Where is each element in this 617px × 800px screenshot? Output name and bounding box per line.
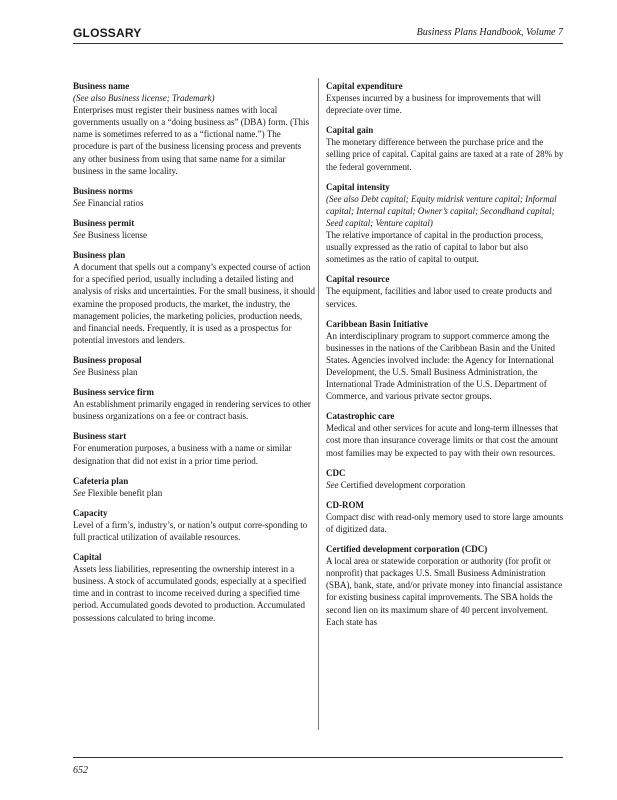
glossary-definition: A document that spells out a company’s expected course of action for a specified period, usually including a detailed listing and analysis of risks and uncertainties. For the small business, it should examine the proposed products, the market, the industry, the management policies, the marketing policies, production needs, and financial needs. Frequently, it is used as a prospectus for potential investors and lenders.: [73, 262, 315, 345]
glossary-term: CD-ROM: [326, 499, 364, 510]
glossary-definition: Medical and other services for acute and long-term illnesses that cost more than insurance coverage limits or that cost the amount most families may be expected to pay with their own resources.: [326, 423, 559, 458]
glossary-entry: [326, 273, 568, 309]
section-title: GLOSSARY: [73, 26, 142, 40]
glossary-term: Business norms: [73, 185, 133, 196]
page-number: 652: [73, 765, 88, 776]
see-target: Business plan: [87, 366, 138, 377]
glossary-term: Capital: [73, 552, 102, 563]
glossary-term: Business start: [73, 431, 127, 442]
glossary-term: Capital intensity: [326, 181, 390, 192]
see-target: Flexible benefit plan: [87, 487, 163, 498]
glossary-definition: Compact disc with read-only memory used to store large amounts of digitized data.: [326, 511, 564, 534]
glossary-term: Catastrophic care: [326, 411, 395, 422]
glossary-definition: A local area or statewide corporation or authority (for profit or nonprofit) that packages U.S. Small Business Administration (SBA), bank, state, and/or private money into financial assistance for existing business capital improvements. The SBA holds the second lien on its maximum share of 40 percent involvement. Each state has: [326, 556, 563, 627]
glossary-entry: [73, 354, 315, 378]
see-reference: [73, 487, 315, 499]
header-rule: [73, 43, 563, 44]
glossary-term: Business plan: [73, 250, 126, 261]
glossary-entry: [326, 124, 568, 172]
page-header: [73, 26, 563, 42]
glossary-term: Business permit: [73, 217, 135, 228]
glossary-term: Business service firm: [73, 387, 154, 398]
glossary-definition: For enumeration purposes, a business with a name or similar designation that did not exist in a prior time period.: [73, 443, 292, 466]
see-reference: [73, 229, 315, 241]
see-reference: [326, 479, 568, 491]
footer-rule: [73, 757, 563, 758]
glossary-term: Business proposal: [73, 354, 142, 365]
glossary-entry: [73, 475, 315, 499]
glossary-term: Capacity: [73, 507, 108, 518]
glossary-definition: The monetary difference between the purchase price and the selling price of capital. Capital gains are taxed at a rate of 28% by the federal government.: [326, 137, 564, 172]
see-target: Certified development corporation: [340, 479, 466, 490]
glossary-term: Cafeteria plan: [73, 475, 129, 486]
glossary-entry: [326, 499, 568, 535]
right-column: [326, 80, 568, 636]
glossary-entry: [73, 507, 315, 543]
glossary-term: CDC: [326, 467, 346, 478]
glossary-definition: Level of a firm’s, industry’s, or nation’s output corre-sponding to full practical utilization of available resources.: [73, 519, 308, 542]
glossary-entry: [73, 249, 315, 346]
glossary-definition: Assets less liabilities, representing the ownership interest in a business. A stock of accumulated goods, especially at a specified time and in contrast to income received during a specified time period. Accumulated goods devoted to production. Accumulated possessions calculated to bring income.: [73, 564, 307, 623]
glossary-definition: Enterprises must register their business names with local governments usually on a “doing business as” (DBA) form. (This name is sometimes referred to as a “fictional name.”) The procedure is part of the business licensing process and prevents any other business from using that same name for a similar business in the same locality.: [73, 105, 309, 176]
book-title: Business Plans Handbook, Volume 7: [416, 27, 563, 38]
see-prefix: See: [326, 479, 339, 490]
glossary-definition: An interdisciplinary program to support commerce among the businesses in the nations of the Caribbean Basin and the United States. Agencies involved include: the Agency for International Development, the U.S. Small Business Administration, the International Trade Administration of the U.S. Department of Commerce, and various private sector groups.: [326, 330, 555, 402]
glossary-term: Certified development corporation (CDC): [326, 544, 488, 555]
glossary-term: Business name: [73, 81, 130, 91]
glossary-definition: The relative importance of capital in the production process, usually expressed as the ratio of capital to labor but also sometimes as the ratio of capital to output.: [326, 230, 544, 265]
glossary-term: Capital resource: [326, 274, 390, 285]
glossary-definition: An establishment primarily engaged in rendering services to other business organizations on a fee or contract basis.: [73, 399, 311, 422]
glossary-entry: [326, 181, 568, 266]
glossary-entry: [326, 543, 568, 628]
glossary-term: Capital gain: [326, 125, 374, 136]
column-divider: [318, 78, 319, 730]
left-column: [73, 80, 315, 632]
glossary-entry: [73, 217, 315, 241]
glossary-entry: [73, 80, 315, 177]
see-reference: [73, 366, 315, 378]
see-target: Financial ratios: [87, 197, 144, 208]
see-prefix: See: [73, 366, 86, 377]
glossary-term: Caribbean Basin Initiative: [326, 318, 429, 329]
see-prefix: See: [73, 230, 86, 241]
glossary-entry: [326, 467, 568, 491]
glossary-entry: [73, 386, 315, 422]
see-prefix: See: [73, 197, 86, 208]
glossary-definition: Expenses incurred by a business for improvements that will depreciate over time.: [326, 93, 541, 116]
glossary-entry: [326, 318, 568, 403]
see-target: Business license: [87, 230, 147, 241]
see-also-reference: (See also Debt capital; Equity midrisk venture capital; Informal capital; Internal capital; Owner’s capital; Secondhand capital; Seed capital; Venture capital): [326, 193, 557, 228]
glossary-term: Capital expenditure: [326, 81, 403, 91]
glossary-entry: [73, 430, 315, 466]
see-also-reference: (See also Business license; Trademark): [73, 93, 215, 104]
glossary-entry: [326, 410, 568, 458]
glossary-entry: [326, 80, 568, 116]
glossary-definition: The equipment, facilities and labor used to create products and services.: [326, 286, 552, 309]
see-prefix: See: [73, 487, 86, 498]
glossary-entry: [73, 551, 315, 624]
glossary-entry: [73, 185, 315, 209]
see-reference: [73, 197, 315, 209]
